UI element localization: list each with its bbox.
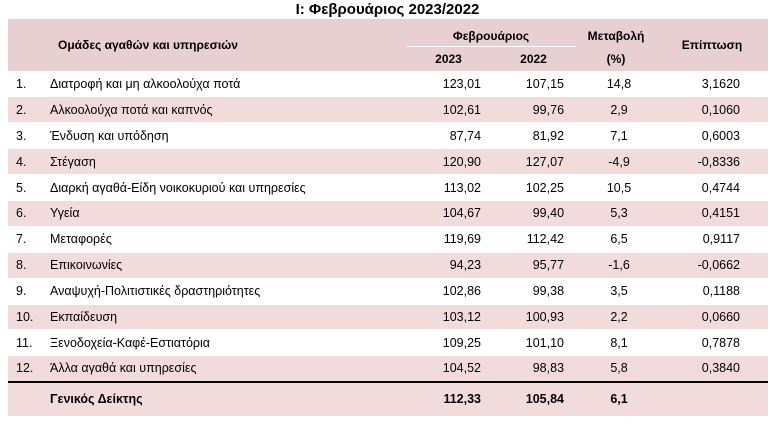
value-2022: 99,38 <box>491 278 576 304</box>
row-label: Άλλα αγαθά και υπηρεσίες <box>48 356 406 382</box>
total-value-2023: 112,33 <box>406 382 491 416</box>
row-label: Μεταφορές <box>48 226 406 252</box>
value-2023: 102,86 <box>406 278 491 304</box>
change-percent: 10,5 <box>576 175 656 201</box>
change-percent: 5,8 <box>576 356 656 382</box>
value-2023: 94,23 <box>406 252 491 278</box>
value-2023: 123,01 <box>406 71 491 97</box>
month-group-header: Φεβρουάριος <box>406 19 576 46</box>
value-2023: 113,02 <box>406 175 491 201</box>
value-2022: 99,76 <box>491 97 576 123</box>
weight-value: 0,4151 <box>656 200 768 226</box>
value-2022: 100,93 <box>491 304 576 330</box>
table-row <box>8 356 768 382</box>
row-number: 10. <box>8 304 48 330</box>
value-2023: 109,25 <box>406 330 491 356</box>
value-2023: 103,12 <box>406 304 491 330</box>
row-number: 5. <box>8 175 48 201</box>
table-row <box>8 175 768 201</box>
row-label: Υγεία <box>48 200 406 226</box>
value-2023: 87,74 <box>406 123 491 149</box>
weight-column-header: Επίπτωση <box>681 38 743 52</box>
row-number: 7. <box>8 226 48 252</box>
row-number: 3. <box>8 123 48 149</box>
weight-value: 0,7878 <box>656 330 768 356</box>
change-percent: 6,5 <box>576 226 656 252</box>
table-row <box>8 123 768 149</box>
row-number: 11. <box>8 330 48 356</box>
weight-value: -0,8336 <box>656 149 768 175</box>
table-row <box>8 252 768 278</box>
header-row-top <box>8 19 768 46</box>
row-label: Ένδυση και υπόδηση <box>48 123 406 149</box>
value-2022: 99,40 <box>491 200 576 226</box>
change-percent: 8,1 <box>576 330 656 356</box>
value-2023: 104,67 <box>406 200 491 226</box>
row-label: Διατροφή και μη αλκοολούχα ποτά <box>48 71 406 97</box>
change-percent: 2,9 <box>576 97 656 123</box>
value-2022: 112,42 <box>491 226 576 252</box>
value-2022: 101,10 <box>491 330 576 356</box>
change-percent: 14,8 <box>576 71 656 97</box>
total-value-2022: 105,84 <box>491 382 576 416</box>
row-label: Αλκοολούχα ποτά και καπνός <box>48 97 406 123</box>
row-number: 1. <box>8 71 48 97</box>
table-row <box>8 330 768 356</box>
weight-value: 0,1060 <box>656 97 768 123</box>
total-number <box>8 382 48 416</box>
row-label: Διαρκή αγαθά-Είδη νοικοκυριού και υπηρεσίες <box>48 175 406 201</box>
table-row <box>8 278 768 304</box>
total-row <box>8 382 768 416</box>
table-row <box>8 149 768 175</box>
weight-value: 3,1620 <box>656 71 768 97</box>
weight-value: 0,6003 <box>656 123 768 149</box>
total-label: Γενικός Δείκτης <box>48 382 406 416</box>
weight-value: 0,9117 <box>656 226 768 252</box>
table-body <box>8 71 768 416</box>
table-row <box>8 71 768 97</box>
row-number: 4. <box>8 149 48 175</box>
change-percent: -1,6 <box>576 252 656 278</box>
total-weight <box>656 382 768 416</box>
row-label: Εκπαίδευση <box>48 304 406 330</box>
change-column-header: Μεταβολή <box>587 29 645 43</box>
row-label: Στέγαση <box>48 149 406 175</box>
value-2022: 102,25 <box>491 175 576 201</box>
cpi-table <box>8 19 768 416</box>
change-percent: -4,9 <box>576 149 656 175</box>
value-2023: 119,69 <box>406 226 491 252</box>
weight-value: 0,3840 <box>656 356 768 382</box>
table-row <box>8 304 768 330</box>
value-2023: 120,90 <box>406 149 491 175</box>
row-number: 6. <box>8 200 48 226</box>
weight-value: -0,0662 <box>656 252 768 278</box>
total-change-percent: 6,1 <box>576 382 656 416</box>
value-2022: 127,07 <box>491 149 576 175</box>
table-row <box>8 97 768 123</box>
change-percent: 5,3 <box>576 200 656 226</box>
value-2022: 107,15 <box>491 71 576 97</box>
change-percent: 7,1 <box>576 123 656 149</box>
row-number: 2. <box>8 97 48 123</box>
row-number: 8. <box>8 252 48 278</box>
table-row <box>8 200 768 226</box>
cpi-table-container <box>8 19 768 416</box>
row-label: Επικοινωνίες <box>48 252 406 278</box>
weight-value: 0,4744 <box>656 175 768 201</box>
row-label: Ξενοδοχεία-Καφέ-Εστιατόρια <box>48 330 406 356</box>
table-row <box>8 226 768 252</box>
change-unit-header: (%) <box>606 51 626 66</box>
change-percent: 3,5 <box>576 278 656 304</box>
row-label: Αναψυχή-Πολιτιστικές δραστηριότητες <box>48 278 406 304</box>
value-2022: 98,83 <box>491 356 576 382</box>
row-number: 12. <box>8 356 48 382</box>
table-title: I: Φεβρουάριος 2023/2022 <box>295 1 480 18</box>
value-2022: 81,92 <box>491 123 576 149</box>
year-2022-header: 2022 <box>520 51 547 66</box>
weight-value: 0,0660 <box>656 304 768 330</box>
year-2023-header: 2023 <box>435 51 462 66</box>
groups-column-header: Ομάδες αγαθών και υπηρεσιών <box>58 38 238 52</box>
weight-value: 0,1188 <box>656 278 768 304</box>
value-2023: 104,52 <box>406 356 491 382</box>
value-2023: 102,61 <box>406 97 491 123</box>
value-2022: 95,77 <box>491 252 576 278</box>
row-number: 9. <box>8 278 48 304</box>
change-percent: 2,2 <box>576 304 656 330</box>
